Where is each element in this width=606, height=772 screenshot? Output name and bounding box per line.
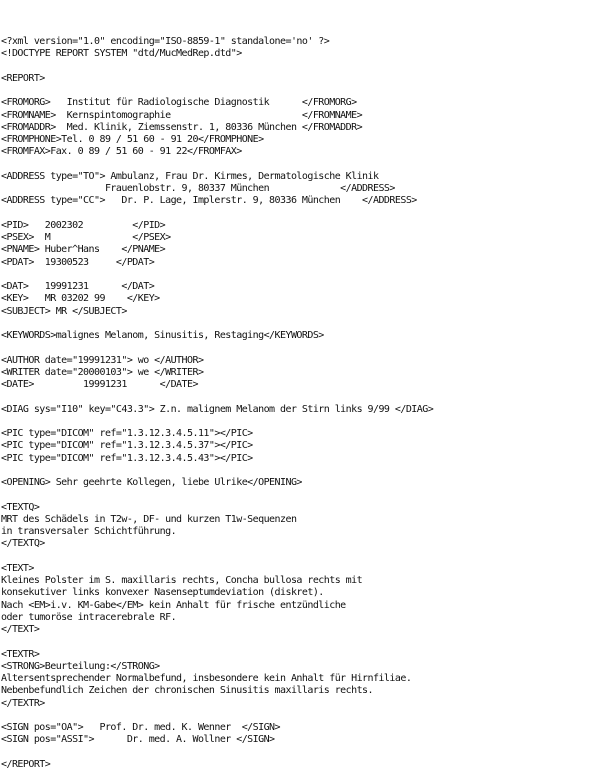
text-line: <FROMNAME> Kernspintomographie </FROMNAME>	[1, 109, 363, 121]
text-line: <PDAT> 19300523 </PDAT>	[1, 256, 155, 268]
text-line: Frauenlobstr. 9, 80337 München </ADDRESS>	[1, 183, 395, 194]
blank-line	[1, 159, 433, 171]
text-line: <PIC type="DICOM" ref="1.3.12.3.4.5.43"></PIC>	[1, 452, 253, 464]
text-line: <PNAME> Huber^Hans </PNAME>	[1, 244, 166, 256]
text-line: Nach <EM>i.v. KM-Gabe</EM> kein Anhalt für frische entzündliche	[1, 599, 346, 611]
text-line: <AUTHOR date="19991231"> wo </AUTHOR>	[1, 354, 204, 366]
blank-line	[1, 61, 433, 73]
blank-line	[1, 465, 433, 477]
text-line: <REPORT>	[1, 72, 45, 84]
blank-line	[1, 318, 433, 330]
text-line: </TEXT>	[1, 624, 40, 635]
blank-line	[1, 489, 433, 501]
text-line: <SIGN pos="ASSI"> Dr. med. A. Wollner </SIGN>	[1, 734, 275, 746]
blank-line	[1, 416, 433, 428]
text-line: <FROMFAX>Fax. 0 89 / 51 60 - 91 22</FROMFAX>	[1, 146, 242, 158]
text-line: in transversaler Schichtführung.	[1, 526, 177, 537]
blank-line	[1, 269, 433, 281]
text-line: <OPENING> Sehr geehrte Kollegen, liebe Ulrike</OPENING>	[1, 477, 302, 488]
text-line: <TEXTQ>	[1, 501, 40, 513]
text-line: </TEXTQ>	[1, 538, 45, 550]
text-line: <PSEX> M </PSEX>	[1, 232, 171, 243]
text-line: <DIAG sys="I10" key="C43.3"> Z.n. malignem Melanom der Stirn links 9/99 </DIAG>	[1, 403, 434, 415]
text-line: <PID> 2002302 </PID>	[1, 219, 166, 231]
blank-line	[1, 747, 433, 759]
text-line: <KEYWORDS>malignes Melanom, Sinusitis, Restaging</KEYWORDS>	[1, 330, 324, 341]
text-line: Nebenbefundlich Zeichen der chronischen Sinusitis maxillaris rechts.	[1, 685, 373, 697]
text-line: Kleines Polster im S. maxillaris rechts, Concha bullosa rechts mit	[1, 575, 363, 586]
text-line: <FROMORG> Institut für Radiologische Diagnostik </FROMORG>	[1, 97, 357, 109]
text-line: oder tumoröse intracerebrale RF.	[1, 611, 177, 623]
text-line: <ADDRESS type="TO"> Ambulanz, Frau Dr. Kirmes, Dermatologische Klinik	[1, 170, 379, 182]
text-line: Altersentsprechender Normalbefund, insbesondere kein Anhalt für Hirnfiliae.	[1, 673, 412, 684]
text-line: <WRITER date="20000103"> we </WRITER>	[1, 366, 204, 378]
blank-line	[1, 342, 433, 354]
text-line: <FROMPHONE>Tel. 0 89 / 51 60 - 91 20</FROMPHONE>	[1, 134, 264, 145]
text-line: </TEXTR>	[1, 697, 45, 709]
text-line: <KEY> MR 03202 99 </KEY>	[1, 293, 160, 305]
text-line: <PIC type="DICOM" ref="1.3.12.3.4.5.11"></PIC>	[1, 428, 253, 439]
text-line: <DATE> 19991231 </DATE>	[1, 379, 198, 390]
text-line: </REPORT>	[1, 758, 51, 770]
text-line: <TEXTR>	[1, 648, 40, 660]
text-line: konsekutiver links konvexer Nasenseptumdeviation (diskret).	[1, 587, 324, 599]
blank-line	[1, 636, 433, 648]
text-line: <SUBJECT> MR </SUBJECT>	[1, 305, 127, 317]
blank-line	[1, 208, 433, 220]
text-line: MRT des Schädels in T2w-, DF- und kurzen T1w-Sequenzen	[1, 513, 297, 525]
text-line: <SIGN pos="OA"> Prof. Dr. med. K. Wenner </SIGN>	[1, 722, 280, 733]
text-line: <!DOCTYPE REPORT SYSTEM "dtd/MucMedRep.dtd">	[1, 48, 242, 60]
text-line: <FROMADDR> Med. Klinik, Ziemssenstr. 1, 80336 München </FROMADDR>	[1, 121, 363, 133]
text-line: <STRONG>Beurteilung:</STRONG>	[1, 660, 160, 672]
blank-line	[1, 551, 433, 563]
text-line: <ADDRESS type="CC"> Dr. P. Lage, Implerstr. 9, 80336 München </ADDRESS>	[1, 195, 417, 207]
report-document	[1, 36, 433, 771]
text-line: <TEXT>	[1, 562, 34, 574]
blank-line	[1, 710, 433, 722]
text-line: <DAT> 19991231 </DAT>	[1, 281, 155, 292]
text-line: <?xml version="1.0" encoding="ISO-8859-1" standalone='no' ?>	[1, 36, 330, 47]
blank-line	[1, 85, 433, 97]
blank-line	[1, 391, 433, 403]
text-line: <PIC type="DICOM" ref="1.3.12.3.4.5.37"></PIC>	[1, 440, 253, 452]
